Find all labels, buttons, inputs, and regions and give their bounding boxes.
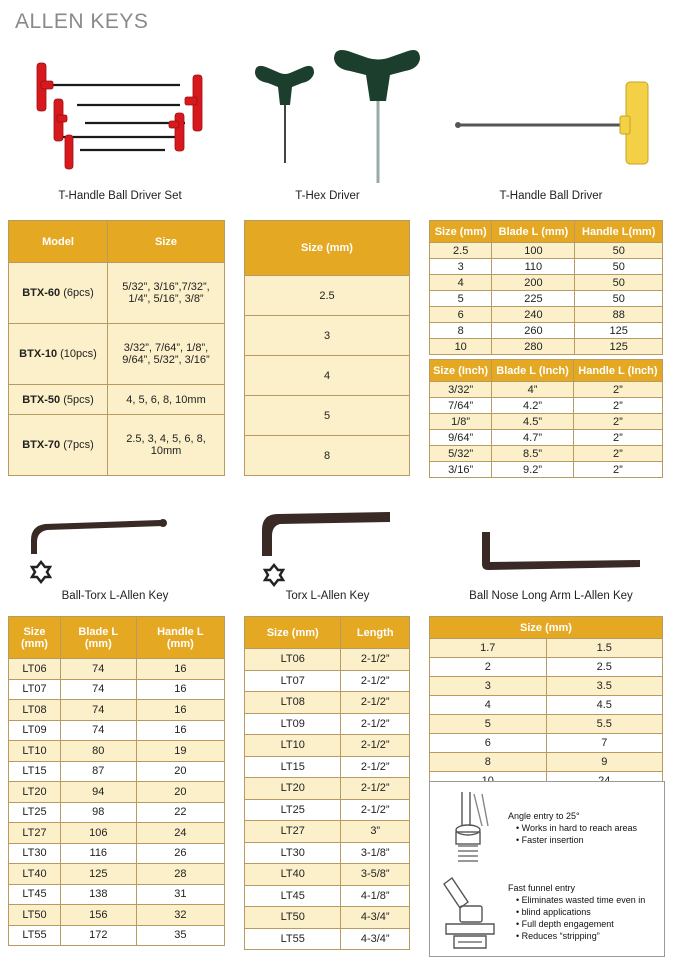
table-row <box>430 275 663 291</box>
table-cell: 2 <box>430 658 547 677</box>
table-cell: 3 <box>430 677 547 696</box>
table-cell: LT09 <box>245 713 341 735</box>
table-cell: 4 <box>430 275 492 291</box>
table-row <box>245 713 410 735</box>
table-row <box>9 905 225 926</box>
table-row <box>9 782 225 803</box>
table-row <box>430 398 663 414</box>
table-row: BTX-60 (6pcs) 5/32”, 3/16”,7/32”, 1/4”, 5/16”, 3/8” <box>9 263 225 324</box>
table-row: BTX-70 (7pcs) 2.5, 3, 4, 5, 6, 8, 10mm <box>9 415 225 476</box>
table-cell: 5.5 <box>546 715 663 734</box>
table-cell: LT06 <box>9 659 61 680</box>
table-cell: 9.2” <box>492 462 574 478</box>
table-row <box>430 677 663 696</box>
ball-nose-key-image <box>470 520 650 580</box>
table-row: 8 <box>245 436 410 476</box>
table-cell: LT10 <box>245 735 341 757</box>
table-row: 3 <box>245 316 410 356</box>
table-cell: LT30 <box>9 843 61 864</box>
table-row: 4 <box>245 356 410 396</box>
table-cell: 156 <box>60 905 136 926</box>
ball-torx-table <box>8 616 225 946</box>
table-cell: 80 <box>60 741 136 762</box>
table-cell: 138 <box>60 884 136 905</box>
table-cell: 74 <box>60 700 136 721</box>
table-row <box>9 659 225 680</box>
table-cell: LT25 <box>245 799 341 821</box>
table-cell: 20 <box>136 782 224 803</box>
table-cell: 6 <box>430 307 492 323</box>
table-cell: 225 <box>492 291 575 307</box>
table-row <box>245 670 410 692</box>
table-cell: 5 <box>430 715 547 734</box>
col-header: Size (mm) <box>9 617 61 659</box>
table-cell: LT55 <box>9 925 61 946</box>
table-cell: LT30 <box>245 842 341 864</box>
caption-t-handle-ball: T-Handle Ball Driver <box>499 190 603 202</box>
table-cell: 50 <box>575 275 663 291</box>
table-cell: LT10 <box>9 741 61 762</box>
caption-t-handle-set: T-Handle Ball Driver Set <box>58 190 182 202</box>
table-row <box>9 823 225 844</box>
table-cell: LT25 <box>9 802 61 823</box>
table-row <box>430 339 663 355</box>
table-row <box>245 864 410 886</box>
table-cell: 4-1/8” <box>341 885 410 907</box>
caption-ball-torx: Ball-Torx L-Allen Key <box>61 590 169 602</box>
caption-ball-nose: Ball Nose Long Arm L-Allen Key <box>469 590 633 602</box>
table-row <box>430 323 663 339</box>
table-cell: 74 <box>60 679 136 700</box>
t-handle-ball-driver-set-image <box>25 55 215 180</box>
ball-driver-inch-table <box>429 359 663 478</box>
table-cell: LT45 <box>9 884 61 905</box>
table-cell: 4-3/4” <box>341 928 410 950</box>
hex-table <box>244 220 410 476</box>
col-header: Handle L(mm) <box>575 221 663 243</box>
table-cell: LT20 <box>9 782 61 803</box>
table-cell: 7 <box>546 734 663 753</box>
table-cell: 1.7 <box>430 639 547 658</box>
table-cell: 3/16” <box>430 462 492 478</box>
table-cell: 6 <box>430 734 547 753</box>
table-cell: 3-1/8” <box>341 842 410 864</box>
funnel-entry-text: Fast funnel entry • Eliminates wasted time even in • blind applications • Full depth engagement • Reduces “stripping” <box>508 882 662 942</box>
table-row: BTX-50 (5pcs) 4, 5, 6, 8, 10mm <box>9 385 225 415</box>
table-cell: 240 <box>492 307 575 323</box>
table-cell: 4” <box>492 382 574 398</box>
angle-entry-text: Angle entry to 25° • Works in hard to reach areas • Faster insertion <box>508 810 658 846</box>
features-box <box>429 781 665 957</box>
table-cell: 260 <box>492 323 575 339</box>
col-header-size-mm: Size (mm) <box>430 617 663 639</box>
table-row <box>430 639 663 658</box>
table-cell: 106 <box>60 823 136 844</box>
table-cell: LT15 <box>9 761 61 782</box>
table-cell: 32 <box>136 905 224 926</box>
table-cell: 2” <box>573 430 662 446</box>
table-cell: 116 <box>60 843 136 864</box>
torx-table <box>244 616 410 950</box>
table-cell: 2-1/2” <box>341 649 410 671</box>
table-row <box>430 259 663 275</box>
table-cell: 28 <box>136 864 224 885</box>
table-cell: 2.5 <box>430 243 492 259</box>
table-cell: 50 <box>575 259 663 275</box>
table-cell: LT40 <box>245 864 341 886</box>
table-row <box>245 928 410 950</box>
table-row <box>430 291 663 307</box>
caption-t-hex: T-Hex Driver <box>295 190 360 202</box>
col-header-size: Size <box>108 221 225 263</box>
table-row: BTX-10 (10pcs) 3/32”, 7/64”, 1/8”, 9/64”, 5/32”, 3/16” <box>9 324 225 385</box>
table-row <box>430 696 663 715</box>
table-cell: 87 <box>60 761 136 782</box>
t-handle-ball-driver-image <box>450 70 660 170</box>
table-cell: 9/64” <box>430 430 492 446</box>
table-cell: 94 <box>60 782 136 803</box>
table-row <box>430 753 663 772</box>
table-cell: 4.7” <box>492 430 574 446</box>
table-cell: 2-1/2” <box>341 713 410 735</box>
table-cell: 3/32” <box>430 382 492 398</box>
col-header: Handle L (mm) <box>136 617 224 659</box>
angle-entry-icon <box>438 788 498 872</box>
col-header: Blade L (mm) <box>60 617 136 659</box>
table-cell: 88 <box>575 307 663 323</box>
table-cell: 125 <box>575 323 663 339</box>
table-cell: 4-3/4” <box>341 907 410 929</box>
caption-torx: Torx L-Allen Key <box>285 590 370 602</box>
table-cell: 8.5” <box>492 446 574 462</box>
table-cell: 2” <box>573 398 662 414</box>
table-cell: 2-1/2” <box>341 670 410 692</box>
table-cell: 9 <box>546 753 663 772</box>
col-header-size-mm: Size (mm) <box>245 221 410 276</box>
table-cell: LT07 <box>9 679 61 700</box>
table-row <box>9 864 225 885</box>
table-row <box>430 414 663 430</box>
page-title: ALLEN KEYS <box>15 10 149 33</box>
table-cell: 4.5” <box>492 414 574 430</box>
table-cell: 2-1/2” <box>341 692 410 714</box>
table-cell: 2” <box>573 382 662 398</box>
table-row <box>430 715 663 734</box>
ball-nose-table <box>429 616 663 791</box>
table-cell: 35 <box>136 925 224 946</box>
col-header: Blade L (Inch) <box>492 360 574 382</box>
table-cell: LT40 <box>9 864 61 885</box>
table-cell: 2” <box>573 414 662 430</box>
table-cell: 7/64” <box>430 398 492 414</box>
table-row <box>245 649 410 671</box>
table-row <box>430 462 663 478</box>
table-cell: 1.5 <box>546 639 663 658</box>
table-cell: 2” <box>573 462 662 478</box>
table-row <box>245 778 410 800</box>
table-row <box>9 884 225 905</box>
table-cell: 24 <box>136 823 224 844</box>
table-cell: LT50 <box>9 905 61 926</box>
table-cell: 10 <box>430 339 492 355</box>
table-cell: 3 <box>430 259 492 275</box>
table-cell: 3-5/8” <box>341 864 410 886</box>
table-cell: 16 <box>136 679 224 700</box>
table-cell: 2-1/2” <box>341 735 410 757</box>
table-cell: LT08 <box>245 692 341 714</box>
table-cell: 74 <box>60 720 136 741</box>
table-row <box>245 821 410 843</box>
table-row <box>245 692 410 714</box>
col-header: Size (Inch) <box>430 360 492 382</box>
table-cell: LT55 <box>245 928 341 950</box>
table-cell: LT09 <box>9 720 61 741</box>
table-cell: 3” <box>341 821 410 843</box>
col-header: Handle L (Inch) <box>573 360 662 382</box>
table-cell: LT06 <box>245 649 341 671</box>
ball-torx-key-image <box>25 512 175 587</box>
table-row <box>9 700 225 721</box>
table-cell: LT50 <box>245 907 341 929</box>
table-cell: 22 <box>136 802 224 823</box>
table-cell: 100 <box>492 243 575 259</box>
table-cell: 2-1/2” <box>341 799 410 821</box>
table-row <box>430 734 663 753</box>
table-cell: 20 <box>136 761 224 782</box>
table-row <box>9 925 225 946</box>
table-cell: 2-1/2” <box>341 778 410 800</box>
table-cell: 2” <box>573 446 662 462</box>
table-row <box>430 430 663 446</box>
table-cell: 4.2” <box>492 398 574 414</box>
table-row <box>9 720 225 741</box>
table-row <box>430 658 663 677</box>
table-row: 5 <box>245 396 410 436</box>
table-cell: 200 <box>492 275 575 291</box>
table-cell: 98 <box>60 802 136 823</box>
table-cell: 5/32” <box>430 446 492 462</box>
ball-driver-mm-table <box>429 220 663 355</box>
table-cell: 2-1/2” <box>341 756 410 778</box>
table-cell: LT45 <box>245 885 341 907</box>
col-header-model: Model <box>9 221 108 263</box>
table-cell: 31 <box>136 884 224 905</box>
table-cell: 50 <box>575 243 663 259</box>
table-cell: 125 <box>60 864 136 885</box>
table-row: 2.5 <box>245 276 410 316</box>
table-row <box>430 382 663 398</box>
funnel-entry-icon <box>438 872 508 954</box>
table-cell: 125 <box>575 339 663 355</box>
table-cell: 1/8” <box>430 414 492 430</box>
table-row <box>9 761 225 782</box>
set-table <box>8 220 225 476</box>
table-cell: 280 <box>492 339 575 355</box>
table-row <box>245 799 410 821</box>
table-row <box>9 843 225 864</box>
table-cell: LT08 <box>9 700 61 721</box>
table-cell: LT15 <box>245 756 341 778</box>
table-cell: 16 <box>136 720 224 741</box>
table-cell: 26 <box>136 843 224 864</box>
table-row <box>245 907 410 929</box>
table-cell: 74 <box>60 659 136 680</box>
table-cell: 4 <box>430 696 547 715</box>
col-header: Length <box>341 617 410 649</box>
table-cell: LT20 <box>245 778 341 800</box>
table-row <box>245 885 410 907</box>
table-cell: 2.5 <box>546 658 663 677</box>
table-cell: 110 <box>492 259 575 275</box>
table-row <box>245 842 410 864</box>
torx-key-image <box>250 508 400 588</box>
table-cell: LT07 <box>245 670 341 692</box>
table-row <box>430 446 663 462</box>
table-cell: 8 <box>430 323 492 339</box>
table-cell: 172 <box>60 925 136 946</box>
table-cell: LT27 <box>9 823 61 844</box>
table-row <box>9 802 225 823</box>
table-cell: 19 <box>136 741 224 762</box>
table-cell: 16 <box>136 700 224 721</box>
table-row <box>9 741 225 762</box>
col-header: Size (mm) <box>245 617 341 649</box>
table-row <box>245 756 410 778</box>
table-cell: 3.5 <box>546 677 663 696</box>
table-row <box>9 679 225 700</box>
table-row <box>430 307 663 323</box>
col-header: Size (mm) <box>430 221 492 243</box>
table-cell: 8 <box>430 753 547 772</box>
table-row <box>430 243 663 259</box>
table-cell: 5 <box>430 291 492 307</box>
t-hex-driver-image <box>250 45 425 185</box>
table-row <box>245 735 410 757</box>
table-cell: 16 <box>136 659 224 680</box>
table-cell: 50 <box>575 291 663 307</box>
table-cell: 4.5 <box>546 696 663 715</box>
col-header: Blade L (mm) <box>492 221 575 243</box>
table-cell: LT27 <box>245 821 341 843</box>
